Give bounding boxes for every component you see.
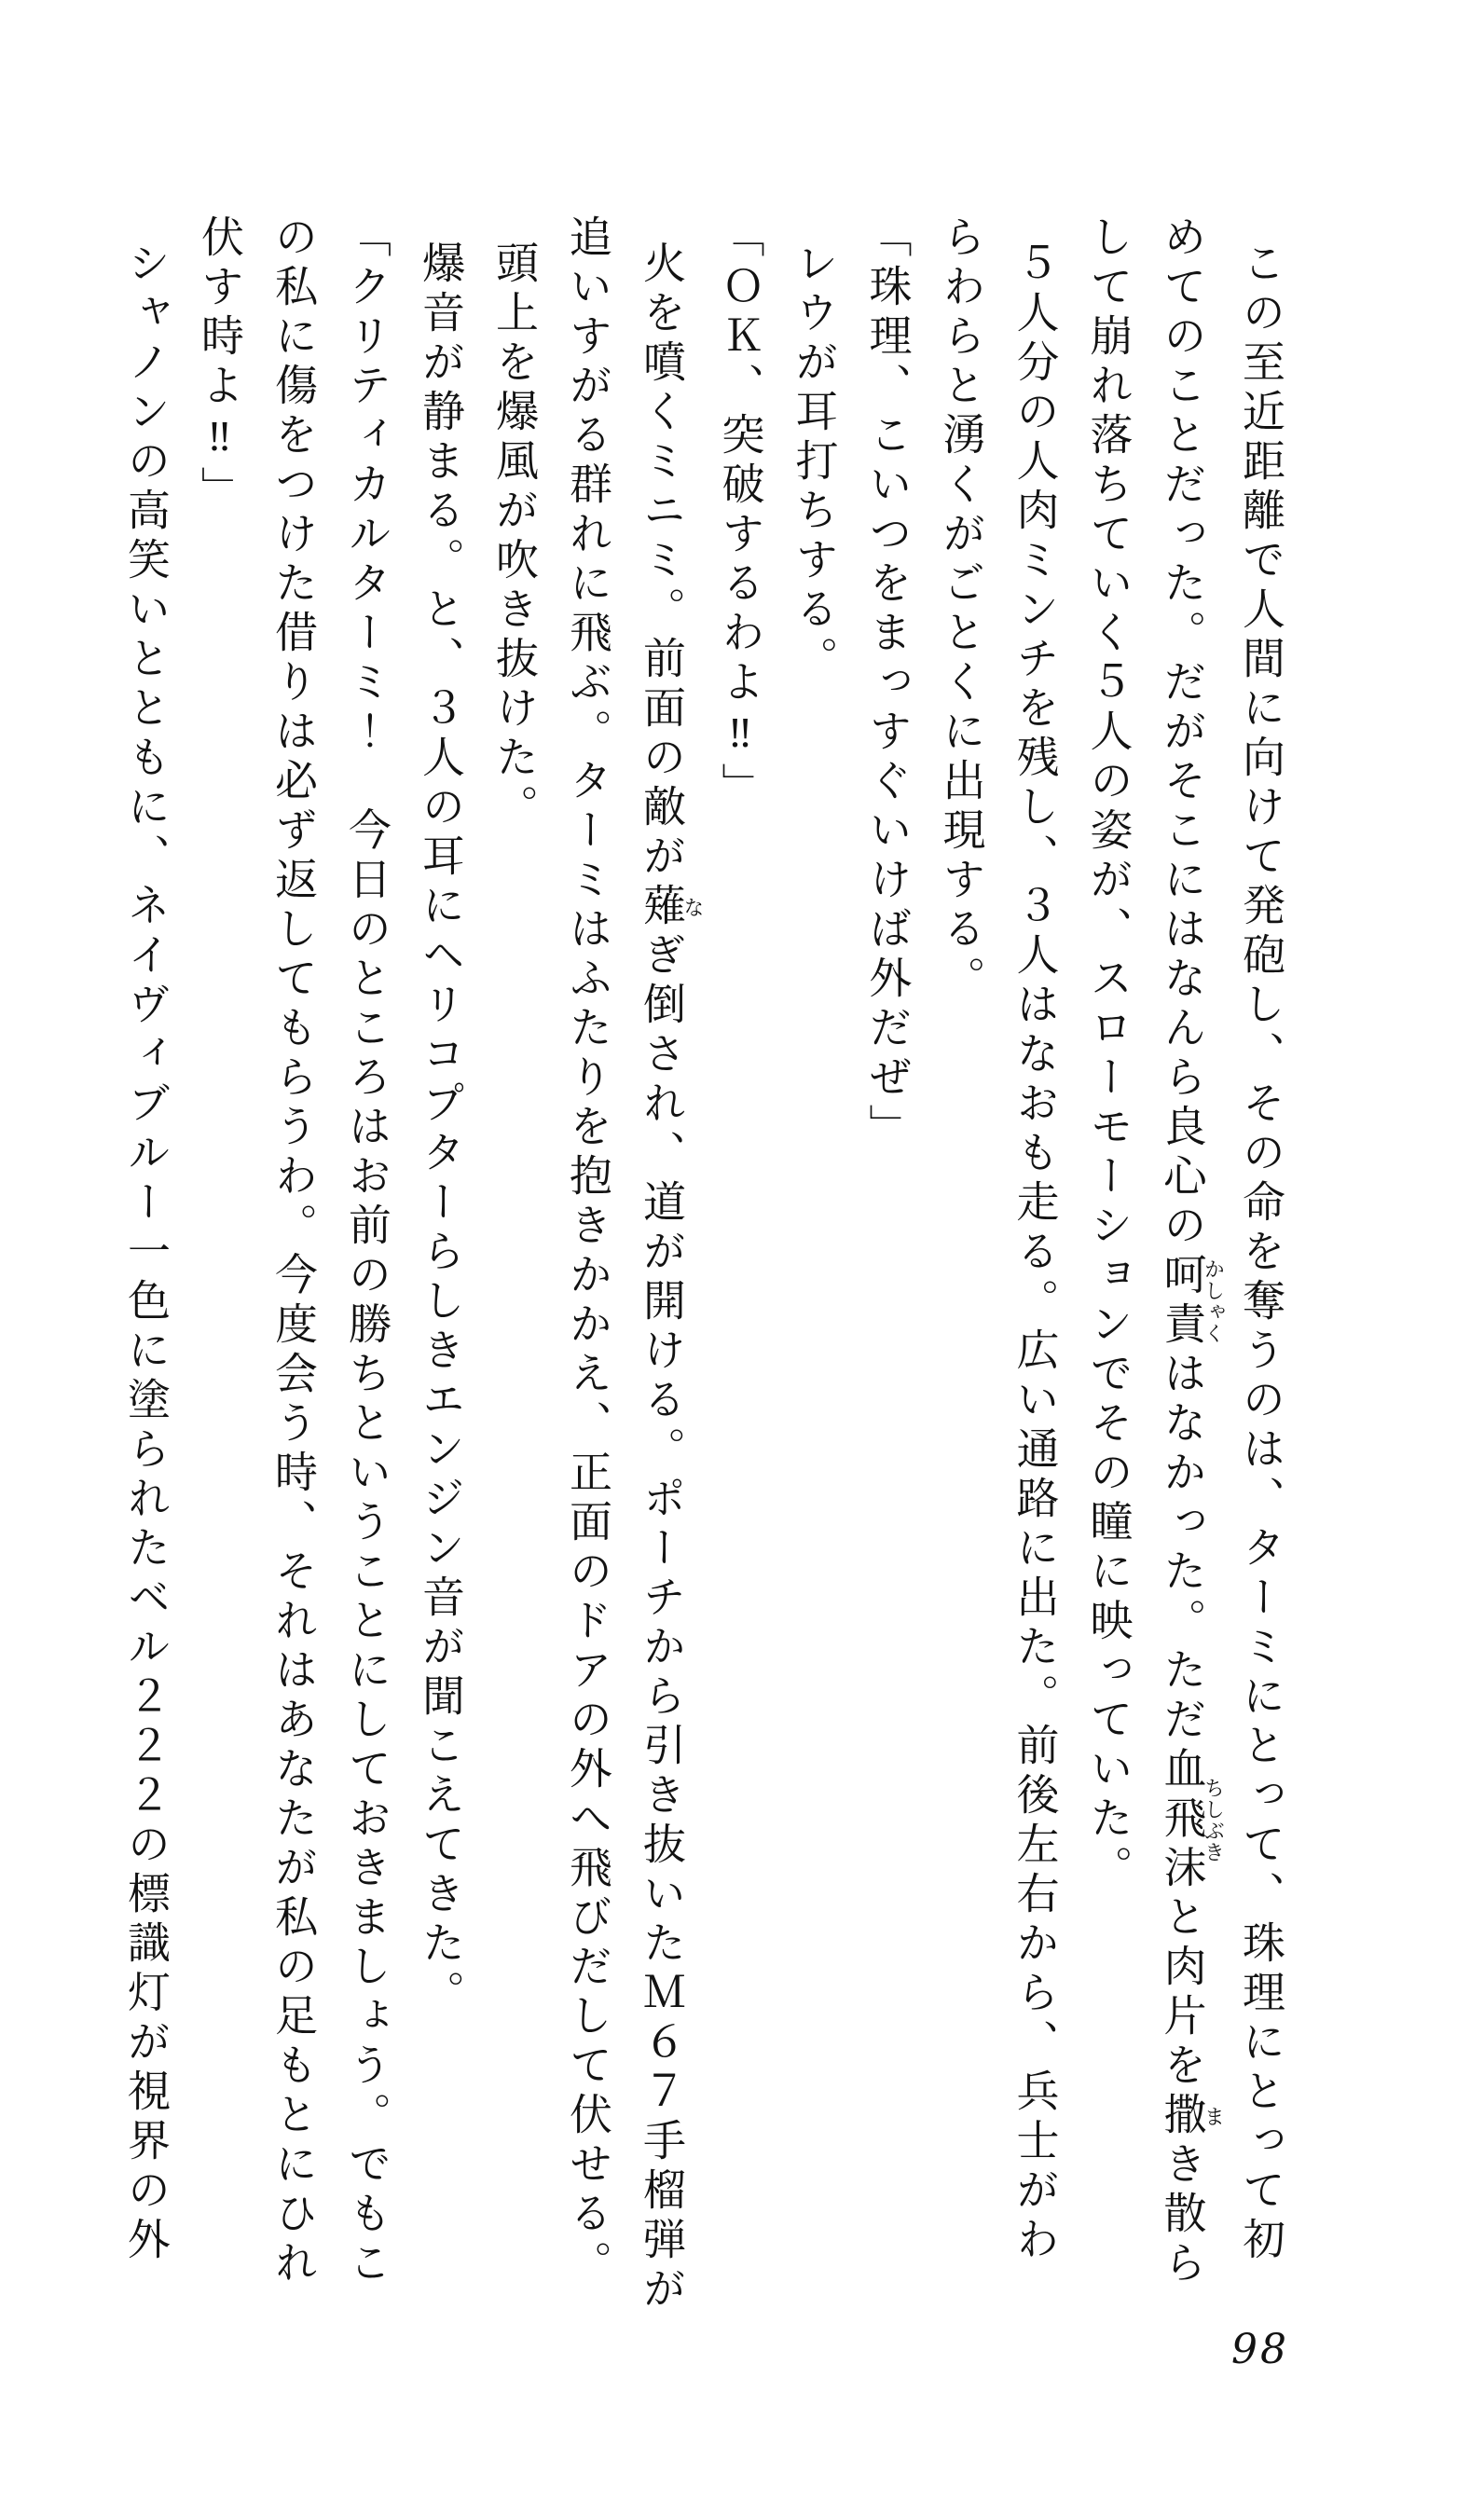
text-run: と肉片を: [1158, 1894, 1206, 2092]
furigana: かしゃく: [1202, 1252, 1226, 1351]
text-run: この至近距離で人間に向けて発砲し、その命を奪うのは、ターミにとって、珠理にとって初: [1237, 240, 1285, 2266]
text-column: [330, 214, 404, 2321]
text-run: ‼: [196, 412, 243, 466]
ruby-annotated-text: 血飛沫ちしぶき: [1158, 1746, 1226, 1894]
text-column: [109, 214, 183, 2321]
furigana: な: [681, 882, 705, 932]
text-run: レウが耳打ちする。: [790, 240, 838, 685]
text-column: [1146, 214, 1225, 2321]
text-column: [1224, 214, 1298, 2321]
text-column: [925, 214, 998, 2321]
text-run: はなかった。ただ: [1158, 1351, 1206, 1746]
text-run: 頭上を爆風が吹き抜けた。: [490, 240, 538, 833]
text-run: ５人分の人肉ミンチを残し、３人はなおも走る。広い通路に出た。前後左右から、兵士がわ: [1010, 240, 1059, 2266]
page-number: 98: [1231, 2326, 1289, 2373]
text-run: 火を噴くミニミ。前面の敵が: [638, 240, 685, 883]
text-run: 「ＯＫ、突破するわよ: [716, 214, 764, 708]
text-run: ‼: [716, 708, 764, 763]
text-run: の私に傷をつけた借りは必ず返してもらうわ。今度会う時、それはあなたが私の足もとにひれ: [269, 214, 317, 2289]
text-column: [1072, 214, 1146, 2321]
text-run: ぎ倒され、道が開ける。ポーチから引き抜いたＭ６７手榴弾が: [638, 931, 685, 2316]
text-column: [851, 214, 925, 2321]
text-run: 「クリティカルターミ！ 今日のところはお前の勝ちということにしておきましょう。でもこ: [343, 214, 391, 2289]
ruby-annotated-text: 薙な: [638, 882, 705, 932]
text-column: [777, 214, 851, 2321]
ruby-annotated-text: 撒ま: [1158, 2092, 1226, 2141]
text-run: めてのことだった。だがそこにはなんら良心の: [1158, 214, 1206, 1252]
body-text: [109, 214, 1298, 2321]
text-run: 」: [196, 466, 243, 515]
text-run: 爆音が静まる。と、３人の耳にヘリコプターらしきエンジン音が聞こえてきた。: [417, 240, 464, 2019]
ruby-annotated-text: 呵責かしゃく: [1158, 1252, 1226, 1351]
text-column: [625, 214, 704, 2321]
text-run: 」: [716, 763, 764, 812]
furigana: ちしぶき: [1202, 1746, 1226, 1894]
text-column: [404, 214, 477, 2321]
text-run: 伏す時よ: [196, 214, 243, 412]
text-run: らわらと湧くがごとくに出現する。: [937, 214, 985, 1005]
text-column: [256, 214, 330, 2321]
text-run: 「珠理、こいつをまっすぐいけば外だぜ」: [863, 214, 912, 1153]
text-column: [477, 214, 551, 2321]
text-column: [183, 214, 256, 2321]
text-run: して崩れ落ちていく５人の姿が、スローモーションでその瞳に映っていた。: [1084, 214, 1133, 1894]
furigana: ま: [1202, 2092, 1226, 2141]
text-run: 追いすがる群れに飛ぶ。ターミはふたりを抱きかかえ、正面のドアの外へ飛びだして伏せる。: [564, 214, 611, 2289]
text-column: [551, 214, 625, 2321]
text-column: [704, 214, 777, 2321]
text-run: シャノンの高笑いとともに、ネイヴィブルー一色に塗られたベル２２２の標識灯が視界の外: [122, 240, 170, 2266]
text-run: き散ら: [1158, 2141, 1206, 2289]
text-column: [998, 214, 1072, 2321]
